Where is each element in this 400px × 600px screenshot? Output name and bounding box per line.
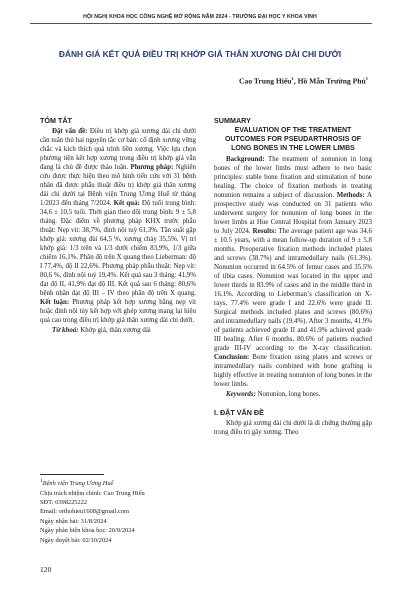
abstract-body — [40, 127, 196, 325]
affiliation-text: Bệnh viện Trung Ương Huế — [42, 480, 114, 488]
article-title: ĐÁNH GIÁ KẾT QUẢ ĐIỀU TRỊ KHỚP GIẢ THÂN XƯƠNG DÀI CHI DƯỚI — [58, 49, 342, 59]
en-keywords-label: Keywords: — [226, 391, 256, 399]
footnote-email: Email: orthohieu1608@gmail.com — [40, 508, 129, 516]
en-keywords-text: Nonunion, long bones. — [255, 391, 321, 399]
conference-header: HỘI NGHỊ KHOA HỌC CÔNG NGHỆ MỞ RỘNG NĂM 2024 - TRƯỜNG ĐẠI HỌC Y KHOA VINH — [83, 14, 317, 20]
conclusion-text: Phương pháp kết hợp xương bằng nẹp vít hoặc đinh nội tủy kết hợp với ghép xương mang lại hiệu quả cao trong điều trị khớp giả thân xương dài chi dưới. — [40, 299, 196, 324]
page-number: 120 — [40, 565, 52, 574]
footnote-affiliation — [40, 477, 200, 489]
footnote-received: Ngày nhận bài: 31/8/2024 — [40, 517, 107, 525]
keywords-text: Khớp giả, thân xương dài — [78, 327, 151, 334]
abstract-english — [214, 116, 372, 437]
conclusion-label: Kết luận: — [40, 299, 70, 306]
keywords-label: Từ khoá: — [52, 327, 79, 334]
results-label: Kết quả: — [113, 200, 140, 207]
summary-body — [214, 155, 372, 389]
author-2-affiliation: 1 — [365, 76, 368, 81]
footnote-sup: 1 — [40, 478, 43, 484]
abstract-heading: TÓM TẮT — [40, 116, 72, 125]
footnote-corresponding: Chịu trách nhiệm chính: Cao Trung Hiếu — [40, 489, 145, 497]
keywords-vi — [40, 326, 196, 335]
footnote-accepted: Ngày duyệt bài: 02/10/2024 — [40, 536, 112, 544]
en-results-label: Results: — [252, 228, 277, 236]
footnote-phone: SĐT: 0398225222 — [40, 498, 88, 506]
author-separator: , — [293, 76, 298, 86]
author-1: Cao Trung Hiếu — [239, 76, 292, 86]
abstract-vietnamese — [40, 116, 196, 335]
methods-label: Phương pháp: — [130, 164, 174, 171]
en-background-label: Background: — [226, 156, 265, 164]
header-divider — [30, 23, 372, 24]
background-text: Điều trị khớp giả xương dài chi dưới cần tuân thủ hai nguyên tắc cơ bản: cố định xương vững chắc và kích thích quá trình liền xương. Việc lựa chọn phương tiện kết hợp xương trong điều trị khớp giả vẫn đang là chủ đề được thảo luận. — [40, 128, 196, 171]
author-2: Hồ Mẫn Trường Phú — [297, 76, 366, 86]
keywords-en — [214, 390, 372, 399]
footnotes — [40, 477, 200, 545]
introduction-heading: I. ĐẶT VẤN ĐỀ — [214, 408, 264, 418]
introduction-text: Khớp giả xương dài chi dưới là di chứng thường gặp trong điều trị gãy xương. Theo — [214, 420, 372, 437]
authors — [239, 76, 368, 86]
background-label: Đặt vấn đề: — [52, 128, 88, 135]
en-conclusion-label: Conclusion: — [214, 354, 250, 362]
summary-heading: SUMMARY — [214, 116, 251, 125]
en-methods-label: Methods: — [336, 192, 365, 200]
en-results-text: The average patient age was 34.6 ± 10.5 years, with a mean follow-up duration of 9 ± 5.8 months. Preoperative fixation methods included plates and screws (38.7%) and intramedullary nails (61.3%). Nonunion occurred in 64.5% of femur cases and 35.5% of tibia cases. Nonunion was located in the upper and lower thirds in 83.9% of cases and in the middle third in 16.1%. According to Lieberman’s classification on X-rays, 77.4% were grade I and 22.6% were grade II. Surgical methods included plates and screws (80.6%) and intramedullary nails (19.4%). After 3 months, 41.9% of patients achieved grade II and 41.9% achieved grade III healing. After 6 months, 80.6% of patients reached grade III-IV according to the X-ray classification. — [214, 228, 372, 353]
results-text: Độ tuổi trung bình: 34,6 ± 10,5 tuổi. Thời gian theo dõi trung bình: 9 ± 5,8 tháng. Đặc điểm về phương pháp KHX trước phẫu thuật: Nẹp vít: 38,7%, đinh nội tuỷ 61,3%. Tần suất gặp khớp giả: xương đùi 64,5 %, xương chày 35,5%. Vị trí khớp giả: 1/3 trên và 1/3 dưới chiếm 83,9%, 1/3 giữa chiếm 16,1%. Phân độ trên X quang theo Lieberman: độ I 77,4%, độ II 22,6%. Phương pháp phẫu thuật: Nẹp vít: 80,6 %, đinh nội tuỷ 19,4%. Kết quả sau 3 tháng: 41,9% đạt độ II, 41,9% đạt độ III. Kết quả sau 6 tháng: 80,6% bệnh nhân đạt độ III – IV theo phân độ trên X quang. — [40, 200, 196, 297]
footnote-reviewed: Ngày phản biện khoa học: 20/9/2024 — [40, 527, 135, 535]
methods-text: Nghiên cứu được thực hiện theo mô hình tiến cứu với 31 bệnh nhân đã được phẫu thuật điều trị khớp giả thân xương dài chi dưới tại Bệnh viện Trung Ương Huế từ tháng 1/2023 đến tháng 7/2024. — [40, 164, 196, 207]
en-background-text: The treatment of nonunion in long bones of the lower limbs must adhere to two basic principles: stable bone fixation and stimulation of bone healing. The choice of fixation methods in treating nonunion remains a subject of discussion. — [214, 156, 372, 200]
author-1-affiliation: 1 — [291, 76, 294, 81]
english-title: EVALUATION OF THE TREATMENT OUTCOMES FOR PSEUDARTHROSIS OF LONG BONES IN THE LOWER LIMBS — [224, 127, 362, 152]
footnote-divider — [40, 474, 104, 475]
en-methods-text: A prospective study was conducted on 31 patients who underwent surgery for nonunion of long bones in the lower limbs at Hue Central Hospital from January 2023 to July 2024. — [214, 192, 372, 236]
en-conclusion-text: Bone fixation using plates and screws or intramedullary nails combined with bone grafting is highly effective in treating nonunion of long bones in the lower limbs. — [214, 354, 372, 389]
